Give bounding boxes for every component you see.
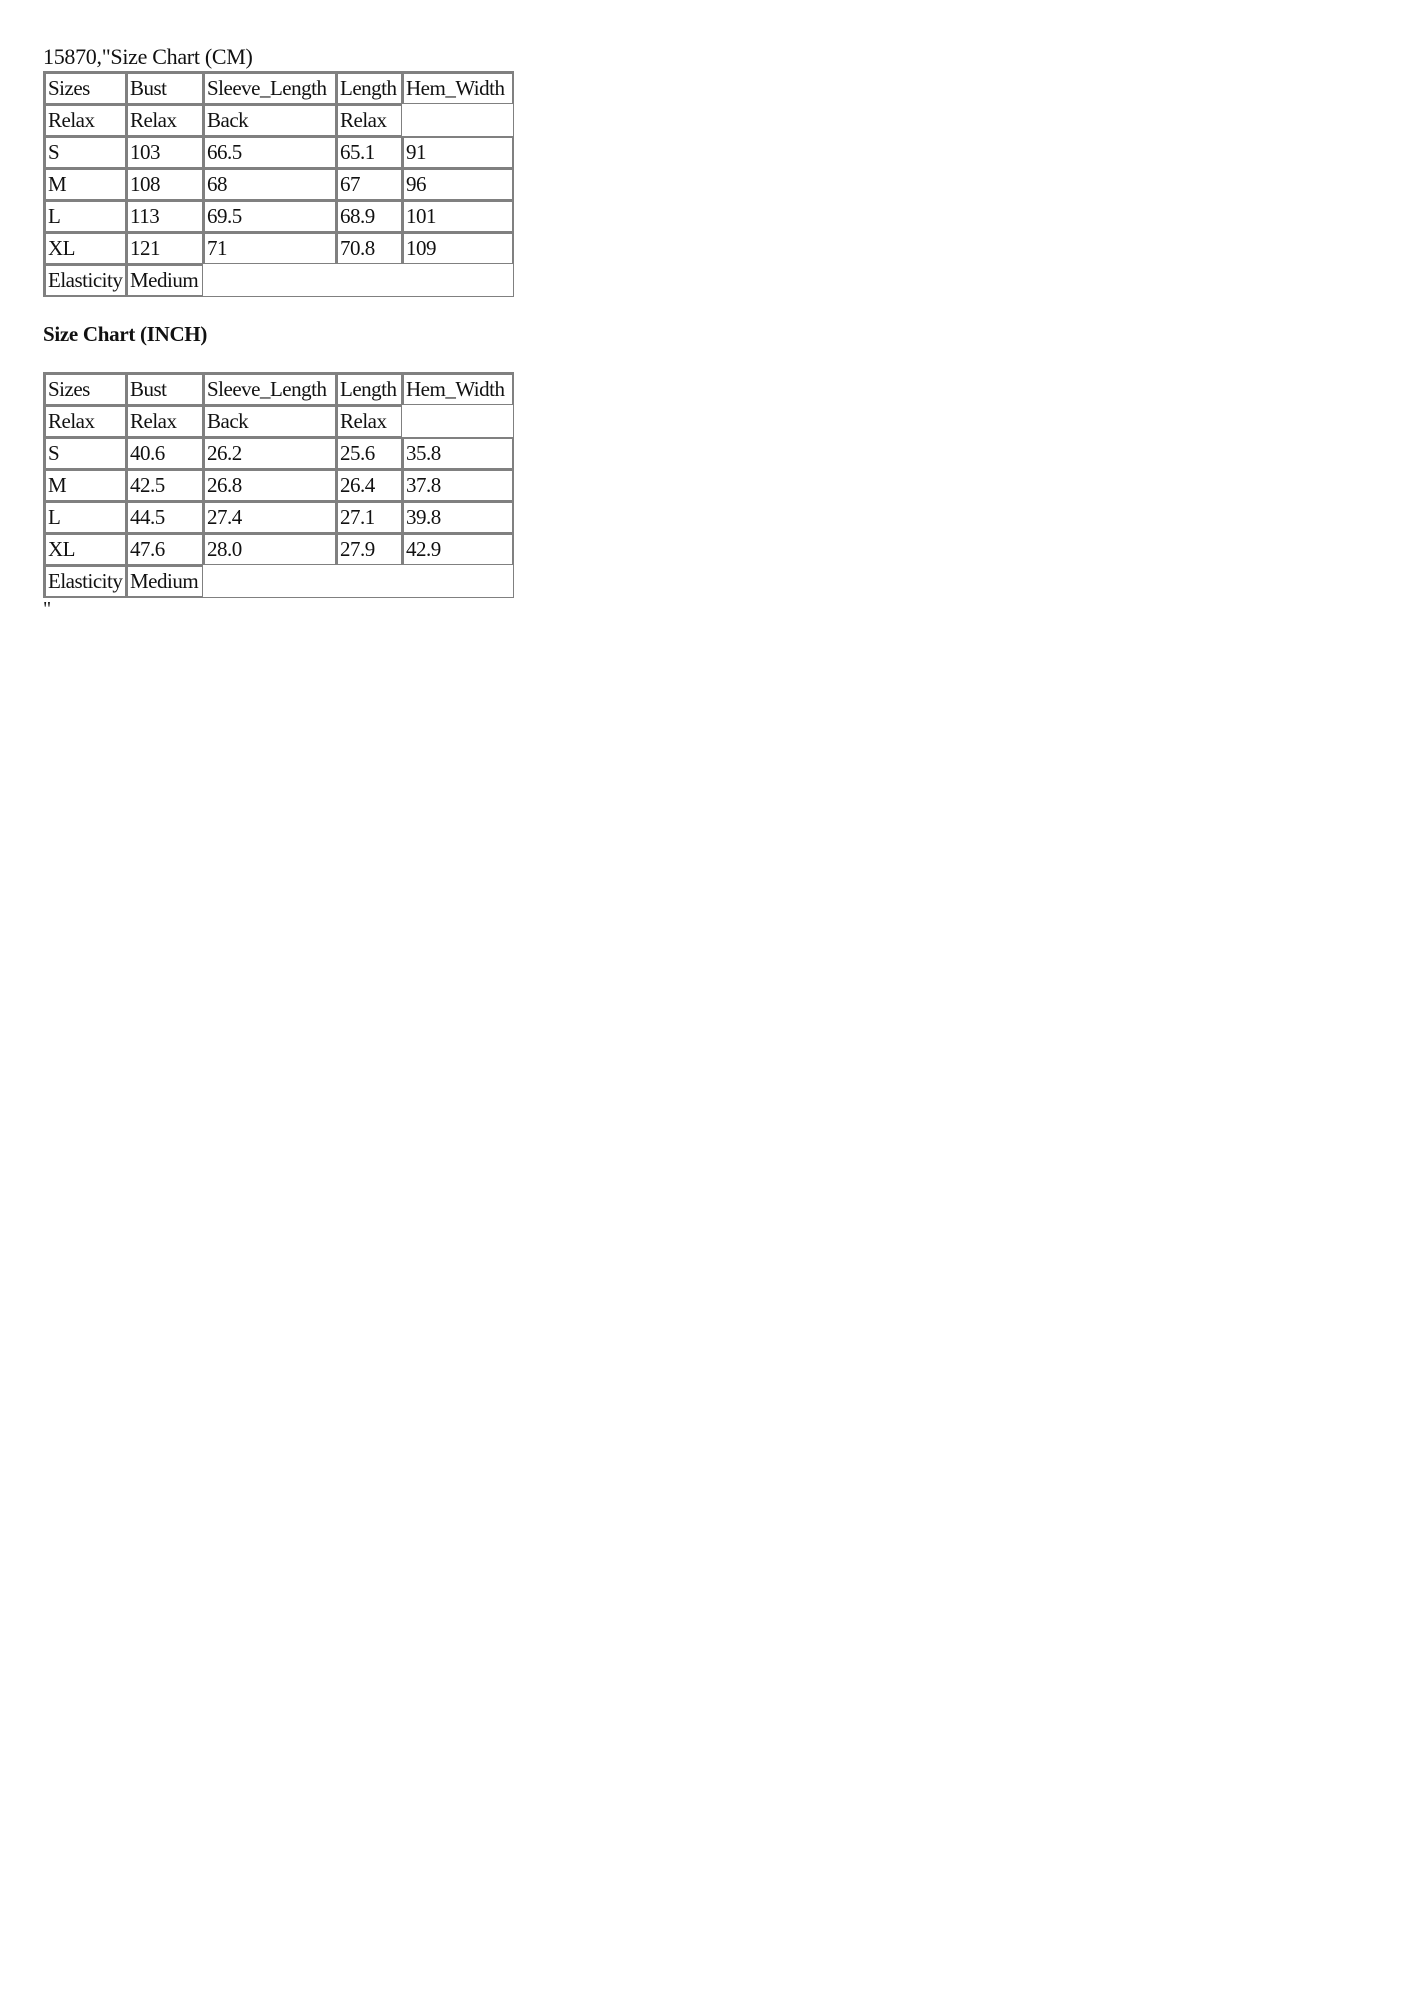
header-cell-sizes: Sizes (44, 72, 126, 104)
value-cell: 26.2 (203, 437, 336, 469)
empty-cell (336, 565, 402, 597)
value-cell: 103 (126, 136, 203, 168)
value-cell: 28.0 (203, 533, 336, 565)
size-cell: L (44, 200, 126, 232)
value-cell: 70.8 (336, 232, 402, 264)
table-row (44, 437, 513, 469)
value-cell: 91 (402, 136, 513, 168)
value-cell: 96 (402, 168, 513, 200)
fit-cell: Relax (126, 104, 203, 136)
value-cell: 39.8 (402, 501, 513, 533)
table-header-row (44, 72, 513, 104)
value-cell: 25.6 (336, 437, 402, 469)
empty-cell (402, 104, 513, 136)
value-cell: 71 (203, 232, 336, 264)
fit-cell: Back (203, 104, 336, 136)
header-cell-length: Length (336, 373, 402, 405)
empty-cell (402, 405, 513, 437)
table-row (44, 200, 513, 232)
table-row (44, 501, 513, 533)
fit-cell: Relax (336, 104, 402, 136)
value-cell: 66.5 (203, 136, 336, 168)
value-cell: 37.8 (402, 469, 513, 501)
fit-cell: Relax (44, 104, 126, 136)
value-cell: 109 (402, 232, 513, 264)
size-cell: M (44, 469, 126, 501)
value-cell: 35.8 (402, 437, 513, 469)
elasticity-value-cell: Medium (126, 565, 203, 597)
table-row (44, 168, 513, 200)
header-cell-sizes: Sizes (44, 373, 126, 405)
size-cell: M (44, 168, 126, 200)
table-header-row (44, 373, 513, 405)
empty-cell (336, 264, 402, 296)
header-cell-length: Length (336, 72, 402, 104)
elasticity-value-cell: Medium (126, 264, 203, 296)
size-cell: L (44, 501, 126, 533)
table-fit-row (44, 104, 513, 136)
value-cell: 42.5 (126, 469, 203, 501)
table-row (44, 232, 513, 264)
header-cell-bust: Bust (126, 72, 203, 104)
fit-cell: Relax (44, 405, 126, 437)
table-fit-row (44, 405, 513, 437)
table-row (44, 469, 513, 501)
value-cell: 108 (126, 168, 203, 200)
value-cell: 67 (336, 168, 402, 200)
size-chart-cm-table (43, 71, 514, 297)
fit-cell: Relax (126, 405, 203, 437)
fit-cell: Relax (336, 405, 402, 437)
header-cell-hem-width: Hem_Width (402, 373, 513, 405)
value-cell: 101 (402, 200, 513, 232)
value-cell: 113 (126, 200, 203, 232)
value-cell: 44.5 (126, 501, 203, 533)
elasticity-label-cell: Elasticity (44, 565, 126, 597)
document-header: 15870,"Size Chart (CM) (43, 44, 253, 69)
empty-cell (203, 565, 336, 597)
table-row (44, 533, 513, 565)
value-cell: 121 (126, 232, 203, 264)
table-elasticity-row (44, 565, 513, 597)
header-cell-sleeve-length: Sleeve_Length (203, 72, 336, 104)
value-cell: 27.9 (336, 533, 402, 565)
elasticity-label-cell: Elasticity (44, 264, 126, 296)
size-chart-inch-table (43, 372, 514, 598)
value-cell: 27.1 (336, 501, 402, 533)
empty-cell (402, 264, 513, 296)
size-cell: S (44, 136, 126, 168)
header-cell-bust: Bust (126, 373, 203, 405)
value-cell: 26.4 (336, 469, 402, 501)
table-elasticity-row (44, 264, 513, 296)
closing-quote: " (43, 598, 52, 620)
header-cell-hem-width: Hem_Width (402, 72, 513, 104)
fit-cell: Back (203, 405, 336, 437)
value-cell: 69.5 (203, 200, 336, 232)
value-cell: 40.6 (126, 437, 203, 469)
size-cell: XL (44, 232, 126, 264)
value-cell: 42.9 (402, 533, 513, 565)
empty-cell (402, 565, 513, 597)
value-cell: 26.8 (203, 469, 336, 501)
value-cell: 68.9 (336, 200, 402, 232)
header-cell-sleeve-length: Sleeve_Length (203, 373, 336, 405)
size-cell: S (44, 437, 126, 469)
size-chart-inch-title: Size Chart (INCH) (43, 322, 208, 346)
size-cell: XL (44, 533, 126, 565)
value-cell: 47.6 (126, 533, 203, 565)
document-page (43, 44, 643, 618)
value-cell: 27.4 (203, 501, 336, 533)
empty-cell (203, 264, 336, 296)
table-row (44, 136, 513, 168)
value-cell: 68 (203, 168, 336, 200)
value-cell: 65.1 (336, 136, 402, 168)
